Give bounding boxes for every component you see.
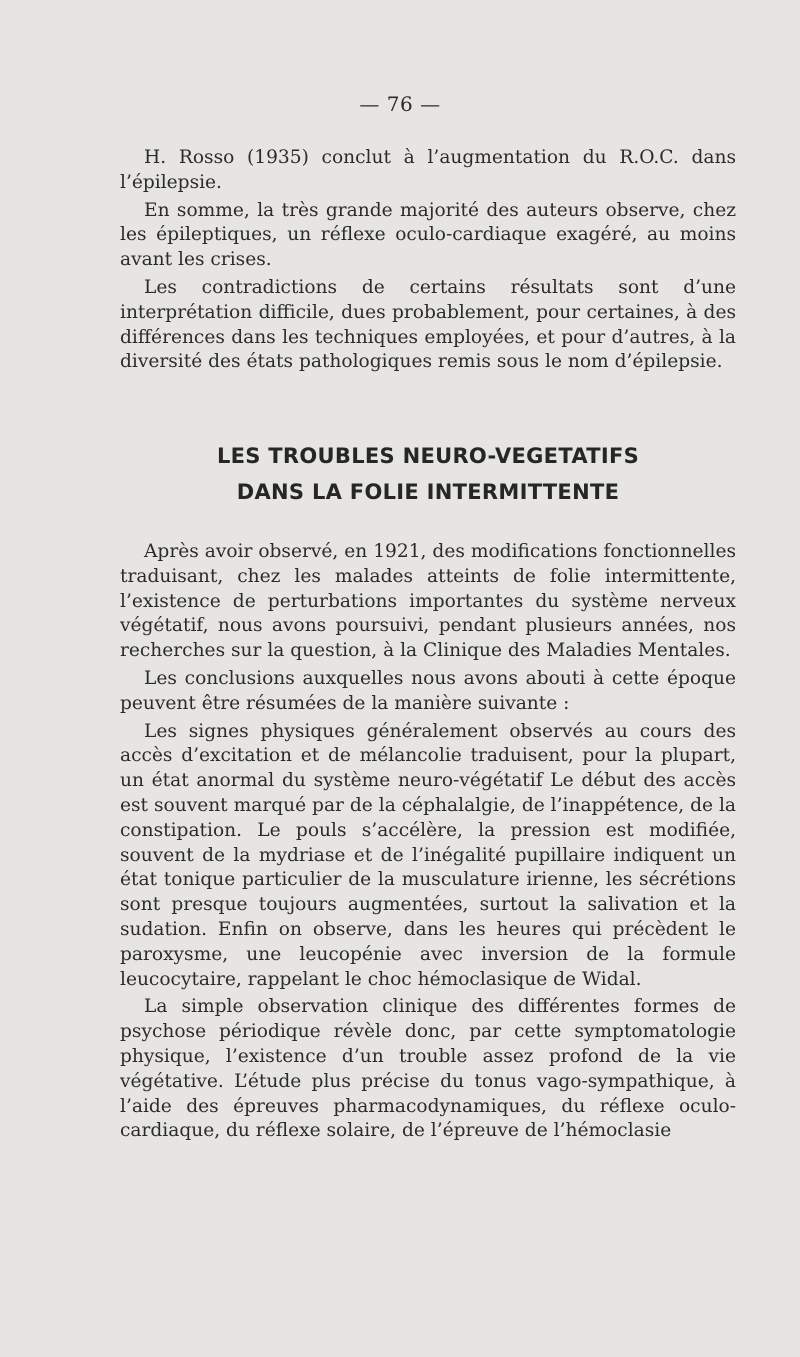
paragraph: La simple observation clinique des différentes formes de psychose périodique révèle donc, par cette symptomatologie physique, l’existence d’un trouble assez profond de la vie végétative. L’étude plus précise du tonus vago-sympathique, à l’aide des épreuves pharmacodynamiques, du réflexe oculo-cardiaque, du réflexe solaire, de l’épreuve de l’hémoclasie	[120, 996, 736, 1142]
section-heading-line-2: DANS LA FOLIE INTERMITTENTE	[236, 480, 620, 504]
paragraph: H. Rosso (1935) conclut à l’augmentation du R.O.C. dans l’épilepsie.	[120, 147, 736, 193]
text-block-after-heading	[120, 540, 736, 1147]
text-block-before-heading	[120, 146, 736, 378]
paragraph: Les conclusions auxquelles nous avons abouti à cette époque peuvent être résumées de la manière suivante :	[120, 667, 736, 714]
paragraph: En somme, la très grande majorité des auteurs observe, chez les épileptiques, un réflexe oculo-cardiaque exagéré, au moins avant les crises.	[120, 199, 736, 271]
paragraph: Les signes physiques généralement observés au cours des accès d’excitation et de mélancolie traduisent, pour la plupart, un état anormal du système neuro-végétatif Le début des accès est souvent marqué par de la céphalalgie, de l’inappétence, de la constipation. Le pouls s’accélère, la pression est modifiée, souvent de la mydriase et de l’inégalité pupillaire indiquent un état tonique particulier de la musculature irienne, les sécrétions sont presque toujours augmentées, surtout la salivation et la sudation. Enfin on observe, dans les heures qui précèdent le paroxysme, une leucopénie avec inversion de la formule leucocytaire, rappelant le choc hémoclasique de Widal.	[120, 720, 736, 990]
paragraph: Les contradictions de certains résultats sont d’une interprétation difficile, dues probablement, pour certaines, à des différences dans les techniques employées, et pour d’autres, à la diversité des états pathologiques remis sous le nom d’épilepsie.	[120, 276, 736, 373]
paragraph: Après avoir observé, en 1921, des modifications fonctionnelles traduisant, chez les malades atteints de folie intermittente, l’existence de perturbations importantes du système nerveux végétatif, nous avons poursuivi, pendant plusieurs années, nos recherches sur la question, à la Clinique des Maladies Mentales.	[120, 541, 736, 662]
section-heading-line-1: LES TROUBLES NEURO-VEGETATIFS	[216, 444, 640, 468]
page-number: — 76 —	[359, 92, 441, 116]
